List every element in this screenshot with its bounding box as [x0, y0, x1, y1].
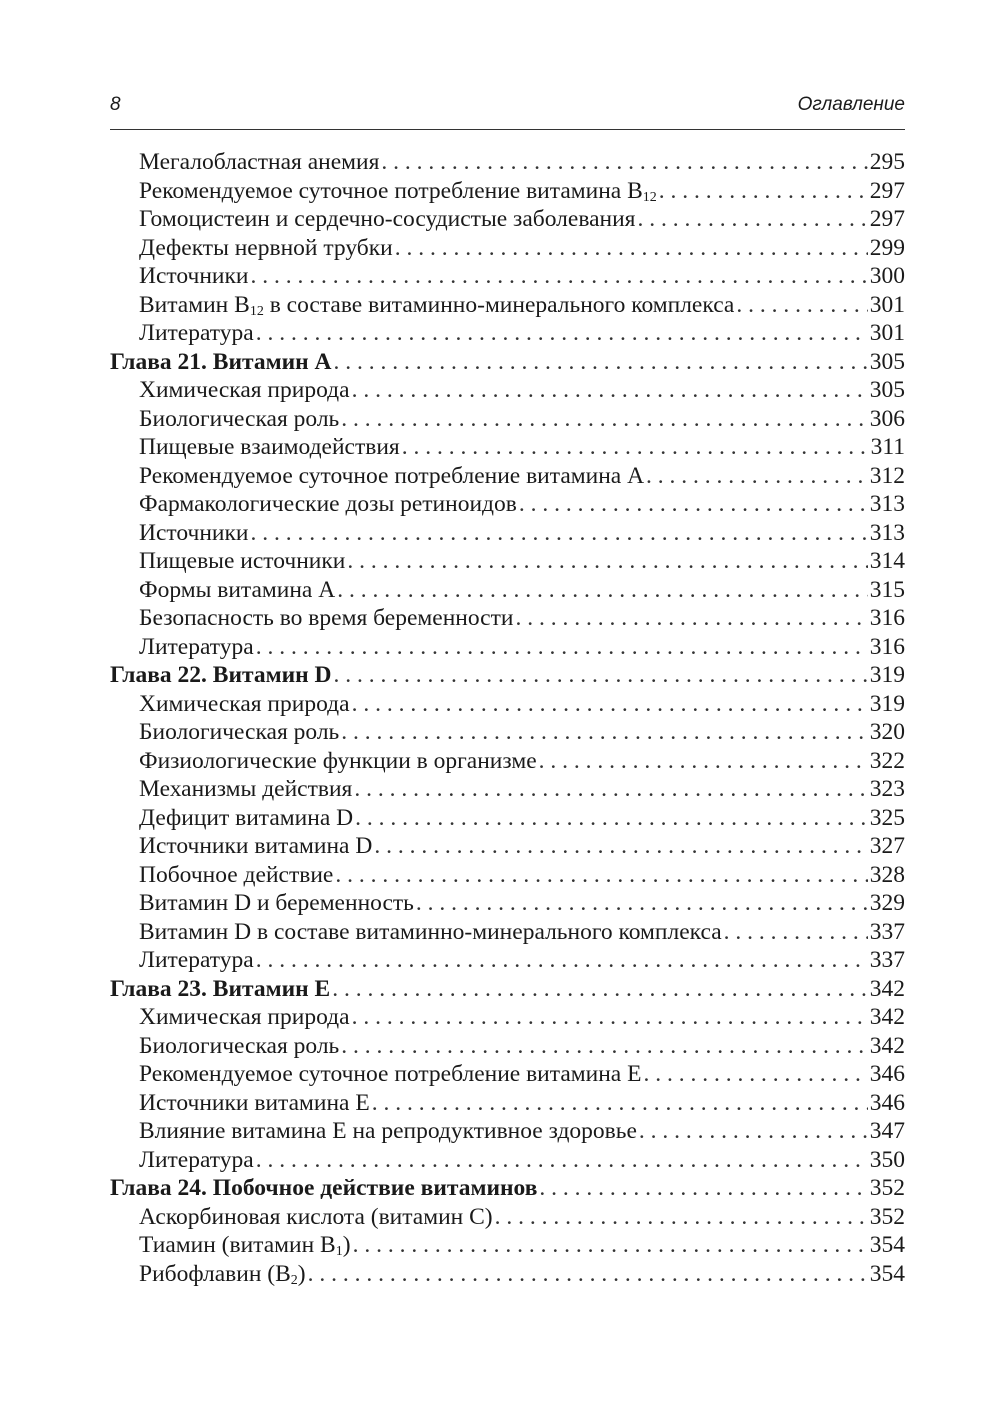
toc-entry-title	[139, 177, 657, 206]
toc-entry-title	[139, 718, 339, 747]
toc-entry-title-text: Аскорбиновая кислота (витамин C)	[139, 1203, 493, 1230]
toc-entry-title-text: Литература	[139, 947, 254, 973]
dot-leader	[332, 975, 868, 1004]
toc-entry-row	[110, 576, 905, 605]
toc-entry-row	[110, 832, 905, 861]
toc-entry-page: 300	[869, 263, 905, 289]
toc-entry-subscript: 2	[290, 1272, 298, 1288]
toc-entry-title-text: Фармакологические дозы ретиноидов	[139, 491, 517, 517]
toc-entry-row	[110, 604, 905, 633]
toc-entry-page: 312	[869, 462, 905, 489]
running-title: Оглавление	[797, 94, 905, 115]
toc-entry-row	[110, 1060, 905, 1089]
toc-entry-title-text: Биологическая роль	[139, 405, 340, 432]
toc-entry-title	[139, 519, 248, 548]
toc-entry-page: 342	[869, 1032, 905, 1059]
dot-leader	[519, 490, 868, 519]
dot-leader	[334, 661, 868, 690]
toc-entry-title-text: Дефицит витамина D	[139, 804, 354, 831]
toc-entry-row	[110, 889, 905, 918]
toc-entry-title-rest: )	[297, 1260, 306, 1287]
dot-leader	[256, 946, 868, 975]
toc-chapter-row	[110, 661, 905, 690]
toc-entry-title-text: Глава 22. Витамин D	[110, 662, 332, 688]
toc-entry-row	[110, 177, 905, 206]
toc-entry-title	[139, 433, 400, 462]
toc-entry-title	[139, 775, 352, 804]
toc-entry-title	[139, 747, 537, 776]
dot-leader	[341, 718, 867, 747]
toc-entry-row	[110, 1032, 905, 1061]
dot-leader	[341, 405, 867, 434]
page-header	[110, 94, 905, 124]
toc-entry-row	[110, 1089, 905, 1118]
toc-entry-row	[110, 205, 905, 234]
toc-entry-title	[110, 348, 332, 377]
dot-leader	[539, 1174, 867, 1203]
dot-leader	[341, 1032, 867, 1061]
dot-leader	[353, 1231, 868, 1260]
toc-entry-page: 352	[869, 1175, 905, 1201]
toc-entry-row	[110, 1260, 905, 1289]
dot-leader	[416, 889, 868, 918]
toc-entry-page: 337	[869, 918, 905, 945]
toc-entry-title	[139, 1089, 370, 1118]
toc-entry-title	[139, 690, 350, 719]
dot-leader	[724, 918, 868, 947]
toc-entry-title-text: Гомоцистеин и сердечно-сосудистые заболевания	[139, 206, 636, 232]
dot-leader	[395, 234, 868, 263]
toc-entry-title	[139, 1146, 254, 1175]
toc-entry-subscript: 1	[335, 1244, 343, 1259]
dot-leader	[495, 1203, 868, 1232]
toc-entry-title-text: Мегалобластная анемия	[139, 149, 380, 175]
toc-chapter-row	[110, 1174, 905, 1203]
toc-entry-page: 319	[869, 662, 905, 688]
toc-entry-title	[139, 547, 345, 576]
toc-entry-title-text: Глава 23. Витамин E	[110, 975, 331, 1002]
toc-entry-page: 342	[869, 1004, 905, 1030]
toc-entry-title	[139, 1060, 641, 1089]
toc-entry-row	[110, 490, 905, 519]
toc-entry-title-text: Тиамин (витамин B	[139, 1232, 336, 1258]
toc-entry-page: 319	[869, 690, 905, 717]
toc-entry-title	[139, 946, 254, 975]
dot-leader	[250, 519, 867, 548]
toc-entry-row	[110, 861, 905, 890]
toc-entry-title-text: Витамин B	[139, 291, 250, 318]
toc-entry-page: 314	[869, 548, 905, 574]
toc-entry-title-text: Рекомендуемое суточное потребление витамина B	[139, 177, 643, 204]
dot-leader	[335, 861, 867, 890]
toc-entry-title	[139, 889, 414, 918]
toc-entry-row	[110, 804, 905, 833]
toc-entry-title	[139, 234, 393, 263]
toc-entry-page: 322	[869, 747, 905, 774]
toc-entry-page: 327	[869, 833, 905, 859]
toc-entry-row	[110, 405, 905, 434]
toc-entry-row	[110, 148, 905, 177]
toc-entry-row	[110, 291, 905, 320]
toc-entry-row	[110, 462, 905, 491]
dot-leader	[355, 804, 868, 833]
toc-entry-title-text: Химическая природа	[139, 377, 350, 403]
toc-entry-page: 301	[869, 320, 905, 346]
toc-entry-page: 346	[869, 1061, 905, 1087]
toc-entry-row	[110, 433, 905, 462]
toc-entry-title-text: Витамин D в составе витаминно-минерального комплекса	[139, 918, 722, 945]
toc-entry-page: 347	[869, 1118, 905, 1144]
toc-entry-title-text: Химическая природа	[139, 1004, 350, 1030]
toc-entry-page: 328	[869, 861, 905, 888]
toc-entry-page: 316	[869, 633, 905, 660]
dot-leader	[539, 747, 868, 776]
toc-entry-row	[110, 376, 905, 405]
toc-entry-row	[110, 690, 905, 719]
toc-entry-title	[139, 1260, 306, 1289]
toc-entry-title-text: Рекомендуемое суточное потребление витамина A	[139, 462, 645, 489]
toc-entry-page: 297	[869, 206, 905, 232]
toc-entry-title	[139, 205, 636, 234]
toc-entry-title-text: Пищевые взаимодействия	[139, 434, 400, 460]
dot-leader	[639, 1117, 868, 1146]
toc-entry-row	[110, 1231, 905, 1260]
toc-entry-title-text: Источники витамина E	[139, 1089, 370, 1116]
dot-leader	[256, 319, 868, 348]
toc-entry-title-text: Витамин D и беременность	[139, 890, 414, 916]
toc-entry-page: 329	[869, 890, 905, 916]
toc-entry-row	[110, 633, 905, 662]
toc-entry-page: 316	[869, 605, 905, 631]
toc-entry-title-text: Источники	[139, 263, 249, 289]
toc-entry-title-rest: в составе витаминно-минерального комплекса	[263, 291, 735, 318]
toc-entry-title-text: Химическая природа	[139, 690, 350, 717]
toc-entry-title	[139, 405, 339, 434]
page-number: 8	[110, 94, 121, 115]
toc-entry-page: 295	[869, 149, 905, 175]
toc-entry-title-text: Глава 24. Побочное действие витаминов	[110, 1175, 538, 1201]
toc-entry-subscript: 12	[642, 189, 657, 205]
toc-entry-page: 354	[869, 1260, 905, 1287]
toc-entry-title	[139, 604, 513, 633]
table-of-contents	[110, 148, 905, 1288]
toc-entry-row	[110, 234, 905, 263]
toc-entry-title	[139, 633, 254, 662]
toc-entry-subscript: 12	[249, 303, 264, 319]
toc-entry-row	[110, 262, 905, 291]
toc-entry-title-text: Рибофлавин (B	[139, 1260, 291, 1287]
toc-entry-title-text: Биологическая роль	[139, 1032, 340, 1059]
toc-entry-page: 301	[869, 291, 905, 318]
toc-entry-page: 342	[869, 975, 905, 1002]
dot-leader	[374, 832, 867, 861]
toc-entry-title	[139, 1231, 351, 1260]
toc-entry-title-text: Пищевые источники	[139, 548, 346, 574]
dot-leader	[659, 177, 868, 206]
dot-leader	[515, 604, 867, 633]
dot-leader	[381, 148, 867, 177]
toc-entry-title-text: Безопасность во время беременности	[139, 605, 514, 631]
toc-entry-title	[139, 861, 333, 890]
toc-entry-row	[110, 918, 905, 947]
toc-entry-title	[139, 804, 353, 833]
toc-entry-page: 346	[869, 1089, 905, 1116]
toc-entry-title	[139, 148, 379, 177]
dot-leader	[256, 1146, 868, 1175]
toc-entry-title-text: Механизмы действия	[139, 776, 353, 802]
dot-leader	[308, 1260, 868, 1289]
toc-entry-title-text: Дефекты нервной трубки	[139, 234, 393, 261]
toc-chapter-row	[110, 348, 905, 377]
dot-leader	[334, 348, 868, 377]
toc-entry-row	[110, 1203, 905, 1232]
dot-leader	[646, 462, 868, 491]
toc-entry-title-rest: )	[342, 1232, 351, 1258]
dot-leader	[638, 205, 868, 234]
toc-entry-title	[110, 1174, 537, 1203]
toc-entry-row	[110, 1146, 905, 1175]
toc-entry-title	[139, 918, 722, 947]
toc-entry-title-text: Биологическая роль	[139, 719, 340, 745]
dot-leader	[352, 1003, 868, 1032]
toc-entry-title-text: Влияние витамина E на репродуктивное здоровье	[139, 1118, 637, 1144]
toc-entry-page: 325	[869, 804, 905, 831]
dot-leader	[347, 547, 867, 576]
toc-entry-title-text: Источники	[139, 519, 249, 546]
toc-entry-title	[139, 1203, 493, 1232]
toc-chapter-row	[110, 975, 905, 1004]
toc-entry-page: 315	[869, 576, 905, 603]
dot-leader	[256, 633, 868, 662]
toc-entry-page: 313	[869, 519, 905, 546]
toc-entry-title-text: Побочное действие	[139, 861, 334, 888]
toc-entry-title-text: Физиологические функции в организме	[139, 747, 537, 774]
toc-entry-row	[110, 946, 905, 975]
toc-entry-title	[139, 462, 644, 491]
toc-entry-row	[110, 1003, 905, 1032]
dot-leader	[354, 775, 867, 804]
header-rule	[110, 129, 905, 130]
toc-entry-title	[139, 1032, 339, 1061]
dot-leader	[402, 433, 869, 462]
toc-entry-page: 337	[869, 947, 905, 973]
toc-entry-title	[139, 319, 254, 348]
dot-leader	[337, 576, 868, 605]
toc-entry-page: 350	[869, 1146, 905, 1173]
toc-entry-title-text: Литература	[139, 320, 254, 346]
toc-entry-page: 352	[869, 1203, 905, 1230]
dot-leader	[643, 1060, 867, 1089]
toc-entry-page: 320	[869, 719, 905, 745]
dot-leader	[736, 291, 867, 320]
toc-entry-title	[139, 1117, 637, 1146]
toc-entry-page: 323	[869, 776, 905, 802]
dot-leader	[352, 690, 868, 719]
toc-entry-page: 299	[869, 234, 905, 261]
toc-entry-title	[110, 975, 330, 1004]
toc-entry-title	[139, 832, 372, 861]
toc-entry-row	[110, 1117, 905, 1146]
toc-entry-title-text: Рекомендуемое суточное потребление витамина E	[139, 1061, 642, 1087]
toc-entry-title-text: Формы витамина A	[139, 576, 336, 603]
toc-entry-row	[110, 718, 905, 747]
toc-entry-page: 313	[869, 491, 905, 517]
dot-leader	[250, 262, 867, 291]
toc-entry-page: 311	[870, 434, 905, 460]
toc-entry-page: 305	[869, 377, 905, 403]
toc-entry-title	[110, 661, 332, 690]
toc-entry-row	[110, 775, 905, 804]
toc-entry-page: 305	[869, 348, 905, 375]
toc-entry-title	[139, 376, 350, 405]
dot-leader	[372, 1089, 868, 1118]
toc-entry-title	[139, 1003, 350, 1032]
toc-entry-row	[110, 547, 905, 576]
toc-entry-title-text: Литература	[139, 1146, 254, 1173]
toc-entry-page: 297	[869, 177, 905, 204]
toc-entry-title	[139, 576, 335, 605]
dot-leader	[352, 376, 868, 405]
toc-entry-title	[139, 490, 517, 519]
toc-entry-title	[139, 262, 248, 291]
toc-entry-page: 306	[869, 405, 905, 432]
toc-entry-row	[110, 519, 905, 548]
toc-entry-row	[110, 319, 905, 348]
toc-entry-title-text: Источники витамина D	[139, 833, 373, 859]
toc-entry-title-text: Литература	[139, 633, 254, 660]
toc-entry-page: 354	[869, 1232, 905, 1258]
toc-entry-title-text: Глава 21. Витамин A	[110, 348, 332, 375]
toc-entry-title	[139, 291, 734, 320]
toc-entry-row	[110, 747, 905, 776]
